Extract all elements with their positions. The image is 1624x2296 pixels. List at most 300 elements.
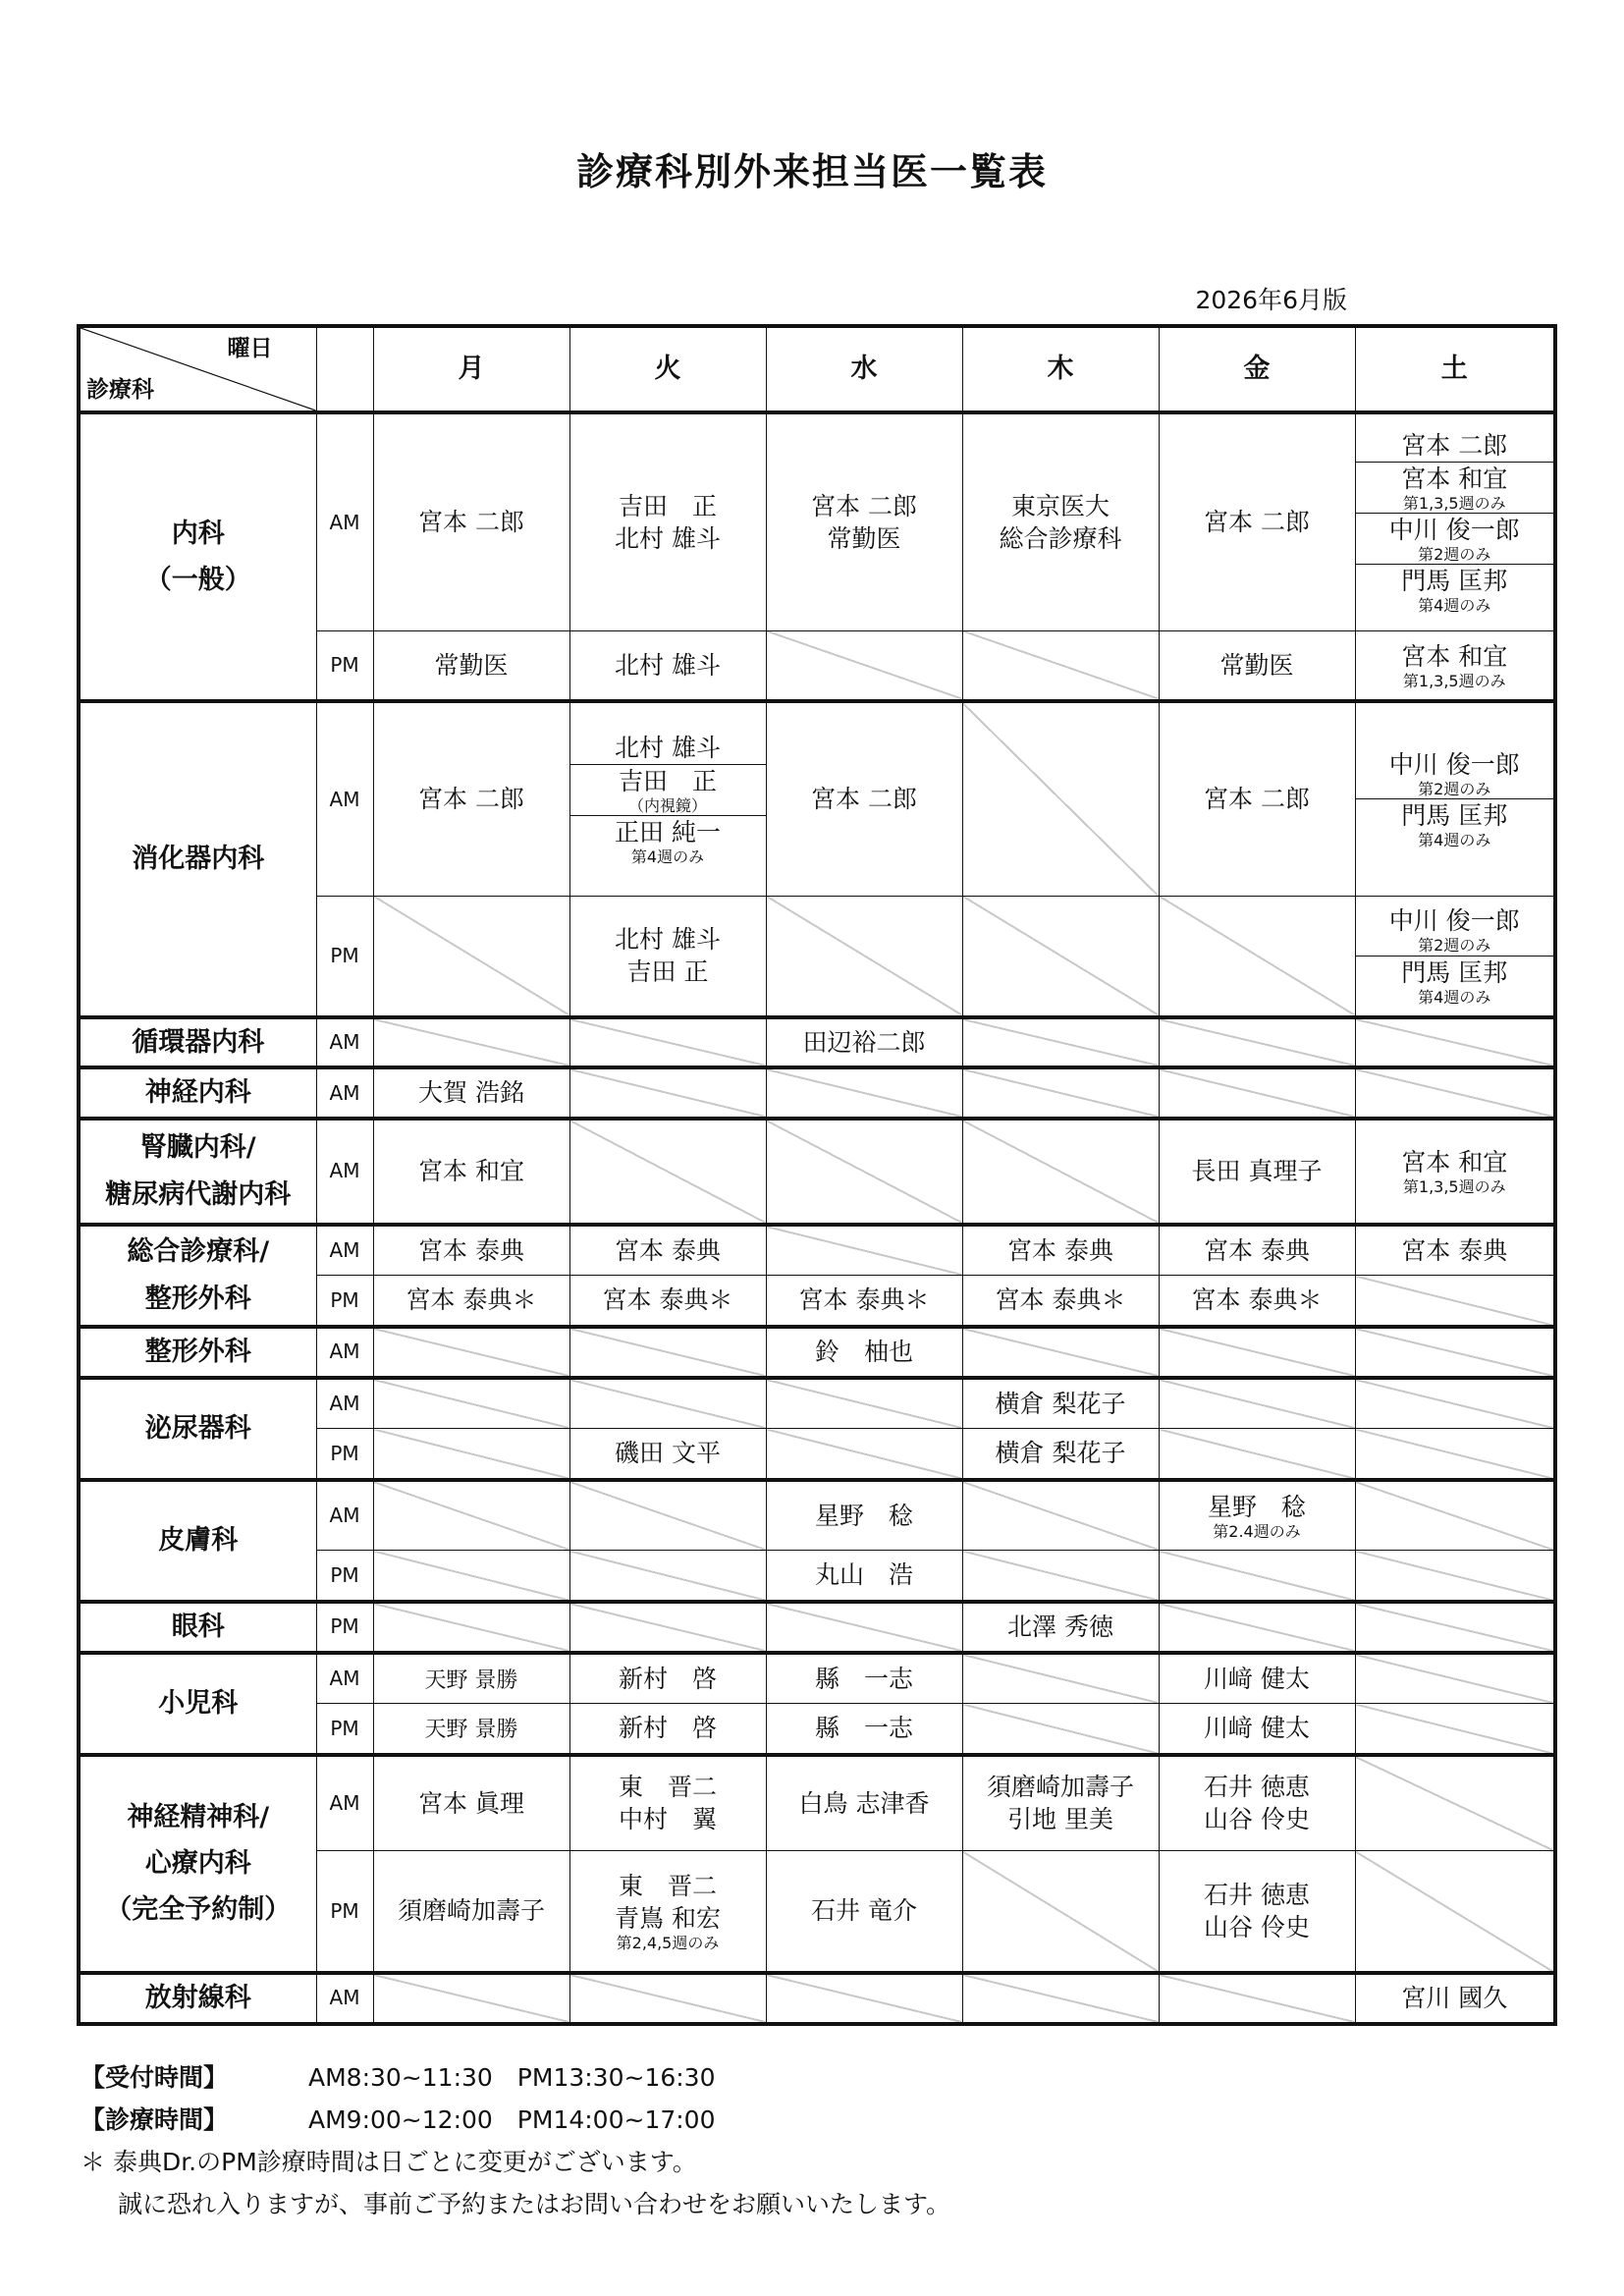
schedule-cell [569,1017,766,1067]
schedule-cell [373,1602,569,1653]
day-header: 月 [373,326,569,412]
doctor-entry [1160,506,1355,538]
doctor-entry [963,1437,1159,1469]
schedule-cell [569,1602,766,1653]
schedule-cell [1355,896,1555,1017]
doctor-entry [1356,1234,1554,1267]
doctor-entry [767,1558,962,1591]
edition-date: 2026年6月版 [1195,286,1347,314]
doctor-name: 宮川 國久 [1401,1984,1508,2012]
schedule-cell [766,701,962,896]
department-name-line: 神経精神科/ [127,1801,270,1832]
session-label: AM [316,1119,373,1225]
doctor-entry [1356,564,1554,615]
schedule-note: 第4週のみ [1418,831,1491,850]
doctor-entry [570,1712,766,1744]
doctor-name: 山谷 伶史 [1204,1912,1310,1941]
doctor-entry [767,1500,962,1532]
schedule-cell [569,1327,766,1378]
doctor-entry [1356,513,1554,564]
schedule-cell [1355,1017,1555,1067]
doctor-name: 吉田 正 [618,766,717,795]
doctor-name: 宮本 泰典＊ [602,1285,733,1315]
doctor-name: 宮本 泰典 [615,1235,721,1265]
schedule-note: 第1,3,5週のみ [1402,671,1506,690]
doctor-entry [374,1663,569,1695]
header-row [79,326,1555,412]
schedule-cell [766,1973,962,2024]
doctor-entry [767,1712,962,1744]
department-name-line: 放射線科 [144,1982,251,2013]
schedule-note: 第2,4,5週のみ [616,1933,720,1952]
schedule-cell [766,1551,962,1602]
schedule-cell [1355,1378,1555,1429]
doctor-entry [1160,1284,1355,1316]
session-label: PM [316,1704,373,1755]
session-label: AM [316,701,373,896]
doctor-name: 東 晋二 [618,1871,717,1900]
session-label: PM [316,896,373,1017]
doctor-entry [1356,904,1554,955]
schedule-row [79,1480,1555,1551]
doctor-name: 宮本 泰典＊ [406,1285,537,1315]
doctor-name: 正田 純一 [615,818,721,847]
session-label: AM [316,1480,373,1551]
schedule-row [79,1017,1555,1067]
department-name [79,1327,316,1378]
doctor-name: 北澤 秀徳 [1007,1613,1113,1641]
doctor-entry [570,1437,766,1469]
corner-dept-label: 診療科 [86,376,154,403]
doctor-entry [570,490,766,522]
schedule-cell [569,1276,766,1327]
department-name-line: 糖尿病代謝内科 [105,1178,292,1210]
schedule-cell [1159,1429,1355,1480]
department-name-line: 腎臓内科/ [139,1132,256,1164]
schedule-cell [569,1851,766,1973]
doctor-name: 北村 雄斗 [615,733,721,762]
schedule-cell [373,896,569,1017]
schedule-table [77,324,1557,2026]
doctor-entry [374,649,569,682]
doctor-entry [570,1771,766,1803]
schedule-cell [1355,1973,1555,2024]
department-name [79,1225,316,1327]
footer [81,2056,1534,2225]
schedule-note: 第4週のみ [630,847,705,867]
doctor-name: 石井 徳恵 [1204,1773,1310,1802]
schedule-note: 第1,3,5週のみ [1402,493,1506,513]
doctor-entry [767,522,962,555]
schedule-cell [373,1551,569,1602]
schedule-cell [373,1276,569,1327]
session-label: PM [316,630,373,701]
schedule-cell [569,896,766,1017]
schedule-cell [962,412,1159,630]
schedule-cell [373,1704,569,1755]
doctor-entry [374,1076,569,1109]
doctor-entry [1160,1911,1355,1943]
schedule-cell [962,1973,1159,2024]
doctor-name: 天野 景勝 [424,1667,518,1693]
schedule-cell [962,1017,1159,1067]
schedule-cell [373,1327,569,1378]
clinic-hours: AM9:00~12:00 PM14:00~17:00 [308,2105,716,2134]
doctor-name: 中川 俊一郎 [1388,516,1520,545]
doctor-name: 横倉 梨花子 [995,1389,1126,1418]
doctor-name: 丸山 浩 [814,1560,913,1590]
doctor-entry [1160,1712,1355,1744]
schedule-row [79,412,1555,630]
schedule-cell [373,412,569,630]
schedule-row [79,1067,1555,1118]
schedule-cell [962,1851,1159,1973]
session-label: PM [316,1602,373,1653]
schedule-cell [962,1429,1159,1480]
session-header [316,326,373,412]
schedule-cell [373,1973,569,2024]
doctor-name: 宮本 和宜 [418,1157,524,1185]
doctor-name: 宮本 二郎 [811,785,917,814]
schedule-cell [1355,1429,1555,1480]
department-name-line: 小児科 [158,1687,239,1719]
doctor-entry [767,1336,962,1368]
doctor-entry [963,1611,1159,1643]
schedule-cell [569,412,766,630]
schedule-cell [766,1276,962,1327]
doctor-entry [1356,956,1554,1007]
schedule-cell [1159,1653,1355,1704]
department-name-line: 整形外科 [144,1336,251,1367]
department-name [79,701,316,1017]
schedule-cell [1159,1225,1355,1276]
doctor-name: 石井 徳恵 [1204,1880,1310,1909]
schedule-cell [1355,1225,1555,1276]
doctor-name: 宮本 二郎 [1204,785,1310,814]
department-name [79,1017,316,1067]
department-name-line: （一般） [144,565,251,595]
schedule-row [79,701,1555,896]
department-name [79,1973,316,2024]
doctor-name: 門馬 匡邦 [1401,801,1508,831]
doctor-name: 田辺裕二郎 [802,1028,926,1058]
doctor-name: 新村 啓 [618,1664,717,1693]
day-header: 木 [962,326,1159,412]
schedule-cell [962,1602,1159,1653]
doctor-entry [570,1803,766,1835]
schedule-cell [1355,1653,1555,1704]
schedule-cell [766,896,962,1017]
doctor-name: 新村 啓 [618,1714,717,1743]
schedule-cell [962,1067,1159,1118]
doctor-name: 天野 景勝 [424,1718,518,1743]
page-title: 診療科別外来担当医一覧表 [575,150,1048,193]
schedule-cell [1159,1327,1355,1378]
schedule-cell [1159,412,1355,630]
day-header: 金 [1159,326,1355,412]
department-name-line: 泌尿器科 [144,1412,251,1444]
doctor-entry [1356,429,1554,462]
schedule-cell [1159,1119,1355,1225]
schedule-table-container [77,324,1553,2026]
schedule-cell [766,1653,962,1704]
doctor-entry [570,815,766,866]
doctor-entry [1356,1146,1554,1196]
schedule-cell [962,1378,1159,1429]
schedule-cell [766,1017,962,1067]
doctor-entry [570,923,766,956]
doctor-name: 東 晋二 [618,1773,717,1802]
schedule-cell [1355,701,1555,896]
reception-label: 【受付時間】 [81,2063,229,2092]
schedule-cell [1355,1755,1555,1851]
session-label: AM [316,1327,373,1378]
schedule-row [79,1327,1555,1378]
schedule-row [79,1653,1555,1704]
doctor-entry [963,522,1159,555]
session-label: AM [316,1378,373,1429]
schedule-cell [766,1119,962,1225]
doctor-name: 白鳥 志津香 [798,1788,930,1818]
doctor-entry [570,732,766,764]
schedule-cell [1159,1755,1355,1851]
schedule-row [79,1378,1555,1429]
department-name-line: 眼科 [171,1611,225,1642]
department-name-line: 神経内科 [144,1077,251,1109]
corner-day-label: 曜日 [227,336,273,361]
doctor-name: 門馬 匡邦 [1401,567,1508,596]
doctor-entry [1356,1982,1554,2014]
schedule-row [79,1602,1555,1653]
schedule-cell [962,1225,1159,1276]
reception-hours-row [81,2056,1534,2099]
schedule-cell [373,1119,569,1225]
schedule-note: 第2.4週のみ [1213,1521,1301,1541]
doctor-entry [767,783,962,815]
doctor-name: 宮本 泰典＊ [798,1285,930,1315]
doctor-name: 星野 稔 [1207,1492,1306,1521]
doctor-name: 吉田 正 [626,957,709,987]
schedule-cell [1355,1067,1555,1118]
schedule-note: 第2週のみ [1418,545,1491,565]
schedule-cell [1159,1704,1355,1755]
doctor-entry [963,1803,1159,1835]
doctor-name: 宮本 泰典 [418,1235,524,1265]
schedule-cell [373,1755,569,1851]
schedule-cell [766,1378,962,1429]
session-label: PM [316,1851,373,1973]
doctor-entry [570,1870,766,1902]
doctor-entry [570,522,766,555]
department-name-line: 消化器内科 [132,844,265,875]
schedule-cell [1159,1276,1355,1327]
schedule-cell [1159,1602,1355,1653]
doctor-name: 石井 竜介 [811,1896,917,1926]
doctor-name: 宮本 二郎 [418,508,524,537]
doctor-name: 宮本 二郎 [418,785,524,814]
schedule-cell [569,1480,766,1551]
schedule-cell [373,1225,569,1276]
department-name [79,1653,316,1755]
session-label: AM [316,1017,373,1067]
session-label: AM [316,1755,373,1851]
schedule-cell [1159,1378,1355,1429]
doctor-name: 大賀 浩銘 [418,1078,524,1108]
doctor-entry [1356,748,1554,798]
schedule-note: （内視鏡） [627,795,707,815]
corner-header [79,326,316,412]
doctor-entry [1160,1803,1355,1835]
schedule-cell [1159,630,1355,701]
doctor-name: 川﨑 健太 [1204,1664,1310,1693]
session-label: AM [316,412,373,630]
doctor-entry [570,649,766,682]
schedule-cell [1159,701,1355,896]
day-header: 水 [766,326,962,412]
doctor-name: 宮本 眞理 [418,1788,524,1818]
session-label: AM [316,1225,373,1276]
doctor-name: 宮本 和宜 [1401,641,1508,671]
schedule-cell [1355,1551,1555,1602]
schedule-cell [569,1755,766,1851]
doctor-entry [374,1712,569,1744]
clinic-label: 【診療時間】 [81,2105,229,2134]
schedule-cell [373,630,569,701]
footnote-continued: 誠に恐れ入りますが、事前ご予約またはお問い合わせをお願いいたします。 [118,2190,951,2218]
schedule-cell [766,1067,962,1118]
session-label: PM [316,1551,373,1602]
schedule-cell [962,1704,1159,1755]
doctor-entry [1160,783,1355,815]
schedule-cell [962,1480,1159,1551]
department-name-line: 内科 [171,518,225,549]
doctor-name: 東京医大 [1010,491,1110,520]
schedule-cell [766,1480,962,1551]
doctor-name: 宮本 和宜 [1401,464,1508,493]
doctor-entry [767,1284,962,1316]
schedule-cell [569,1653,766,1704]
doctor-entry [374,1284,569,1316]
doctor-name: 縣 一志 [814,1664,913,1693]
schedule-cell [766,412,962,630]
schedule-note: 第4週のみ [1418,596,1491,616]
clinic-hours-row [81,2099,1534,2141]
footnote: ＊ 泰典Dr.のPM診療時間は日ごとに変更がございます。 [81,2148,697,2176]
schedule-cell [373,1378,569,1429]
doctor-entry [374,783,569,815]
doctor-name: 中川 俊一郎 [1388,906,1520,936]
doctor-name: 青嶌 和宏 [615,1903,721,1933]
schedule-cell [373,1429,569,1480]
doctor-entry [570,1234,766,1267]
schedule-row [79,1973,1555,2024]
doctor-entry [374,1155,569,1187]
schedule-cell [569,630,766,701]
doctor-name: 星野 稔 [814,1501,913,1530]
doctor-name: 中川 俊一郎 [1388,749,1520,779]
schedule-cell [569,1119,766,1225]
department-name [79,1119,316,1225]
doctor-name: 北村 雄斗 [615,650,721,680]
day-header: 火 [569,326,766,412]
doctor-name: 宮本 二郎 [811,491,917,520]
schedule-cell [569,1551,766,1602]
doctor-name: 宮本 二郎 [1401,430,1508,460]
session-label: AM [316,1973,373,2024]
schedule-cell [766,630,962,701]
doctor-name: 中村 翼 [618,1805,717,1834]
schedule-cell [373,701,569,896]
schedule-cell [373,1851,569,1973]
doctor-name: 磯田 文平 [615,1439,721,1468]
doctor-entry [963,1771,1159,1803]
schedule-note: 第4週のみ [1418,987,1491,1007]
schedule-body [79,412,1555,2024]
schedule-cell [1159,1551,1355,1602]
doctor-entry [767,1787,962,1820]
doctor-name: 宮本 泰典 [1204,1235,1310,1265]
doctor-entry [963,1284,1159,1316]
schedule-note: 第1,3,5週のみ [1402,1176,1506,1196]
schedule-row [79,1119,1555,1225]
doctor-entry [963,1234,1159,1267]
department-name [79,412,316,701]
schedule-cell [373,1067,569,1118]
doctor-entry [570,1284,766,1316]
doctor-entry [374,1234,569,1267]
schedule-cell [1355,1602,1555,1653]
schedule-note: 第2週のみ [1418,936,1491,956]
doctor-entry [570,764,766,815]
schedule-cell [962,1755,1159,1851]
doctor-entry [1160,1155,1355,1187]
schedule-cell [1355,630,1555,701]
doctor-name: 須磨崎加壽子 [986,1773,1134,1802]
department-name-line: 総合診療科/ [127,1236,270,1268]
department-name [79,1480,316,1602]
session-label: AM [316,1067,373,1118]
doctor-entry [1356,798,1554,849]
schedule-cell [962,1653,1159,1704]
schedule-note: 第2週のみ [1418,779,1491,798]
schedule-cell [1159,1480,1355,1551]
doctor-entry [1160,1771,1355,1803]
schedule-cell [766,1429,962,1480]
department-name-line: 皮膚科 [158,1524,239,1556]
schedule-cell [569,1973,766,2024]
schedule-cell [569,701,766,896]
department-name-line: 整形外科 [144,1283,251,1314]
doctor-name: 常勤医 [434,650,509,680]
doctor-entry [963,1388,1159,1420]
doctor-entry [1160,1879,1355,1911]
schedule-cell [962,896,1159,1017]
session-label: AM [316,1653,373,1704]
doctor-name: 横倉 梨花子 [995,1439,1126,1468]
doctor-entry [1356,462,1554,513]
doctor-entry [1356,640,1554,690]
doctor-name: 宮本 泰典＊ [995,1285,1126,1315]
doctor-name: 長田 真理子 [1191,1157,1323,1185]
schedule-cell [1159,1973,1355,2024]
doctor-name: 須磨崎加壽子 [397,1896,545,1926]
doctor-name: 門馬 匡邦 [1401,957,1508,987]
schedule-cell [569,1704,766,1755]
doctor-entry [1160,1663,1355,1695]
schedule-cell [1355,1276,1555,1327]
schedule-cell [766,1327,962,1378]
doctor-name: 宮本 二郎 [1204,508,1310,537]
